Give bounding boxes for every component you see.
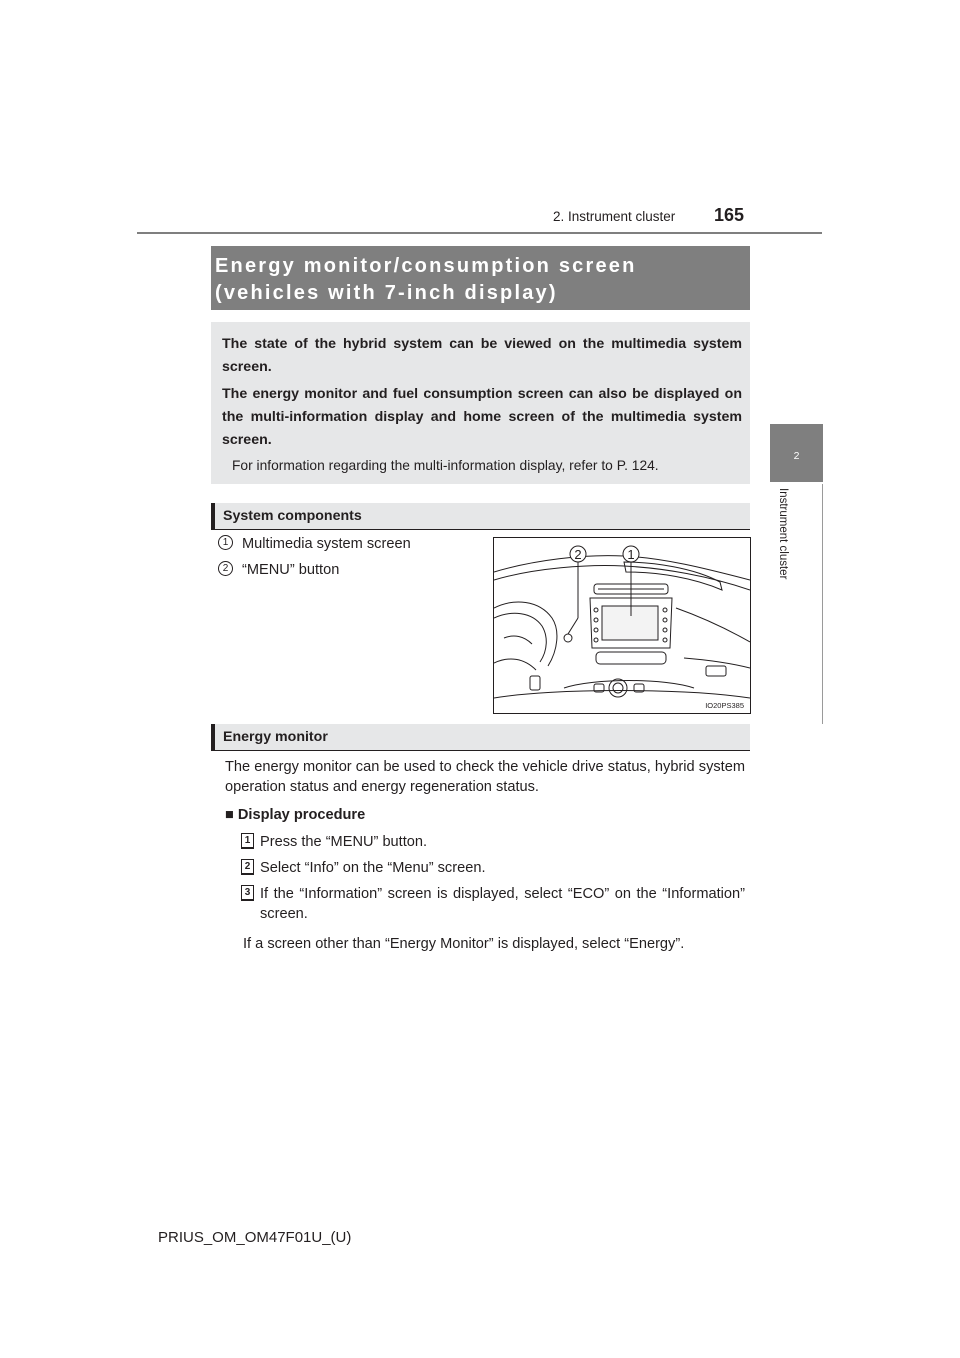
page-number: 165 [714,205,745,225]
component-item-2: “MENU” button [242,562,340,578]
right-vent [706,666,726,676]
square-bullet-icon: ■ [225,807,234,823]
chapter-tab-number: 2 [793,450,800,462]
dashboard-illustration [493,537,751,714]
chapter-tab-line [822,484,823,724]
menu-button [564,634,572,642]
section-title [215,253,745,307]
callout-number-2: 2 [574,547,582,562]
dashboard-drawing [494,538,750,713]
document-code: PRIUS_OM_OM47F01U_(U) [158,1229,352,1246]
step-2-text: Select “Info” on the “Menu” screen. [260,860,486,876]
intro-note: For information regarding the multi-information display, refer to P. 124. [232,458,659,473]
multimedia-screen [602,606,658,640]
shift-knob [609,679,627,697]
component-marker-2: 2 [218,561,233,576]
component-item-1: Multimedia system screen [242,536,411,552]
section-title-line1: Energy monitor/consumption screen [215,255,637,277]
chapter-tab-label-text: Instrument cluster [777,488,789,580]
step-marker-1: 1 [241,833,254,849]
component-marker-1: 1 [218,535,233,550]
step-1-text: Press the “MENU” button. [260,834,428,850]
procedure-title: Display procedure [237,807,366,823]
heading-bar [211,503,215,529]
chapter-title: 2. Instrument cluster [553,209,676,224]
climate-panel [596,652,666,664]
section-title-line2: (vehicles with 7-inch display) [215,282,558,304]
procedure-heading [225,805,365,825]
steering-wheel-rim [494,602,557,666]
dash-top-line [494,556,750,580]
figure-code: IO20PS385 [705,701,744,710]
energy-monitor-note: If a screen other than “Energy Monitor” is displayed, select “Energy”. [243,936,685,952]
energy-monitor-heading-text: Energy monitor [223,729,328,745]
energy-monitor-description: The energy monitor can be used to check the vehicle drive status, hybrid system operation status and energy regeneration status. [225,759,745,795]
callout-number-1: 1 [627,547,635,562]
heading-bar [211,724,215,750]
heading-underline [211,529,750,530]
step-marker-2: 2 [241,859,254,875]
step-marker-3: 3 [241,885,254,901]
intro-paragraph-2: The energy monitor and fuel consumption screen can also be displayed on the multi-information display and home screen of the multimedia system screen. [222,386,742,448]
intro-paragraph-1: The state of the hybrid system can be viewed on the multimedia system screen. [222,336,742,375]
meter-hood [624,562,722,590]
energy-monitor-heading [211,724,750,750]
system-components-heading-text: System components [223,508,362,524]
step-3-text: If the “Information” screen is displayed, select “ECO” on the “Information” screen. [260,886,745,922]
chapter-tab-label [777,488,791,613]
system-components-heading [211,503,750,529]
heading-underline [211,750,750,751]
header-rule [137,232,822,234]
